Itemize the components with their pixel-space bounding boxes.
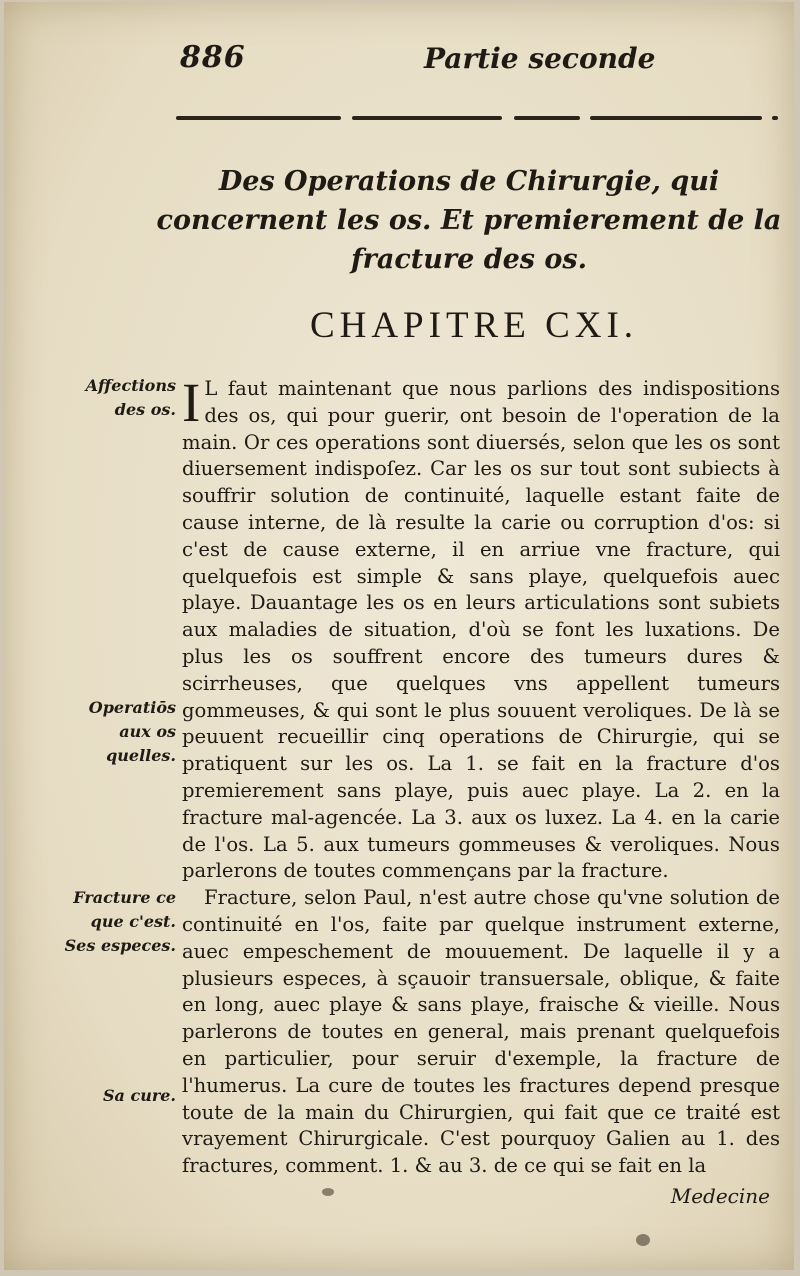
section-title: Des Operations de Chirurgie, qui concernent les os. Et premierement de la fracture des os. <box>156 166 782 275</box>
book-page <box>4 2 794 1270</box>
paragraph-2: Fracture, selon Paul, n'est autre chose qu'vne solution de continuité en l'os, faite par quelque instrument externe, auec empeschement de mouuement. De laquelle il y a plusieurs especes, à sçauoir transuersale, oblique, & faite en long, auec playe & sans playe, fraische & vieille. Nous parlerons de toutes en general, mais prenant quelquefois en particulier, pour seruir d'exemple, la fracture de l'humerus. La cure de toutes les fractures depend presque toute de la main du Chirurgien, qui fait que ce traité est vrayement Chirurgicale. C'est pourquoy Galien au 1. des fractures, comment. 1. & au 3. de ce qui se fait en la <box>182 886 780 1178</box>
catchword: Medecine <box>670 1184 770 1208</box>
margin-note-fracture: Fracture ce que c'est. Ses especes. <box>64 888 176 955</box>
page-number: 886 <box>180 40 246 75</box>
margin-note-affections: Affections des os. <box>85 376 176 419</box>
chapter-heading: CHAPITRE CXI. <box>309 305 639 346</box>
margin-note-operations: Operatiōs aux os quelles. <box>88 698 176 765</box>
paragraph-1-text: L faut maintenant que nous parlions des indispositions des os, qui pour guerir, ont besoin de l'operation de la main. Or ces operations sont diuersés, selon que les os sont diuersement indispoſez. Car les os sur tout sont subiects à souffrir solution de continuité, laquelle estant faite de cause interne, de là resulte la carie ou corruption d'os: si c'est de cause externe, il en arriue vne fracture, qui quelquefois est simple & sans playe, quelquefois auec playe. Dauantage les os en leurs articulations sont subiets aux maladies de situation, d'où se font les luxations. De plus les os souffrent encore des tumeurs dures & scirrheuses, que quelques vns appellent tumeurs gommeuses, & qui sont le plus souuent veroliques. De là se peuuent recueillir cinq operations de Chirurgie, qui se pratiquent sur les os. La 1. se fait en la fracture d'os premierement sans playe, puis auec playe. La 2. en la fracture mal-agencée. La 3. aux os luxez. La 4. en la carie de l'os. La 5. aux tumeurs gommeuses & veroliques. Nous parlerons de toutes commençans par la fracture. <box>182 377 780 883</box>
ink-blot <box>322 1188 334 1196</box>
body-text <box>182 372 780 1180</box>
paragraph-1 <box>182 372 780 885</box>
margin-note-cure: Sa cure. <box>102 1086 176 1105</box>
drop-cap: I <box>182 372 201 433</box>
decorative-rule <box>176 112 778 124</box>
ink-blot <box>636 1234 650 1246</box>
running-title: Partie seconde <box>424 42 656 75</box>
